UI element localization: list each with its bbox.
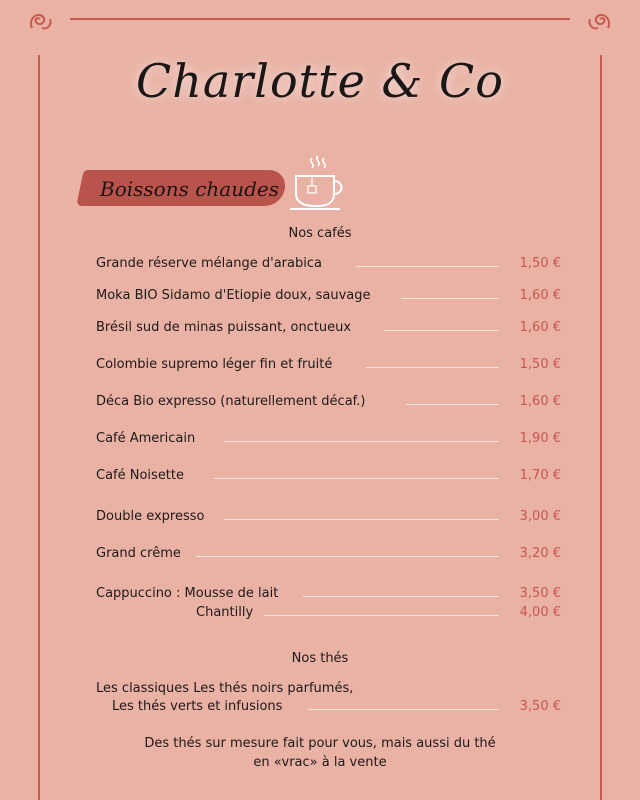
leader-line (264, 615, 499, 616)
leader-line (308, 709, 499, 710)
flourish-icon (584, 6, 614, 36)
item-price: 1,60 € (519, 288, 561, 303)
item-price: 3,00 € (519, 509, 561, 524)
coffee-cup-icon (288, 154, 350, 212)
leader-line (356, 266, 499, 267)
item-price: 1,70 € (519, 468, 561, 483)
item-name: Brésil sud de minas puissant, onctueux (96, 320, 352, 335)
leader-line (224, 441, 499, 442)
item-price: 1,50 € (519, 256, 561, 271)
tea-line-1: Les classiques Les thés noirs parfumés, (96, 681, 354, 696)
menu-item (96, 288, 561, 308)
thes-heading: Nos thés (291, 651, 349, 666)
menu-item (96, 468, 561, 488)
item-price: 3,50 € (519, 586, 561, 601)
menu-item (96, 394, 561, 414)
frame-left-line (38, 55, 40, 800)
item-name: Café Noisette (96, 468, 185, 483)
cafes-heading: Nos cafés (288, 226, 352, 241)
leader-line (384, 330, 499, 331)
item-name: Grande réserve mélange d'arabica (96, 256, 322, 271)
item-name: Cappuccino : Mousse de lait (96, 586, 279, 601)
item-name: Chantilly (196, 605, 254, 620)
item-name: Les thés verts et infusions (112, 699, 283, 714)
menu-item (96, 320, 561, 340)
frame-right-line (600, 55, 602, 800)
item-name: Déca Bio expresso (naturellement décaf.) (96, 394, 366, 409)
item-name: Moka BIO Sidamo d'Etiopie doux, sauvage (96, 288, 371, 303)
item-price: 1,60 € (519, 394, 561, 409)
menu-item (96, 546, 561, 566)
item-price: 3,50 € (519, 699, 561, 714)
menu-item (96, 605, 561, 625)
leader-line (224, 519, 499, 520)
leader-line (401, 298, 499, 299)
section-banner (80, 166, 295, 210)
item-name: Café Americain (96, 431, 196, 446)
flourish-icon (26, 6, 56, 36)
brand-title: Charlotte & Co (136, 54, 504, 108)
menu-item (96, 699, 561, 719)
footer-line-2: en «vrac» à la vente (253, 755, 387, 770)
item-price: 1,90 € (519, 431, 561, 446)
item-price: 1,50 € (519, 357, 561, 372)
leader-line (214, 478, 499, 479)
item-name: Grand crême (96, 546, 181, 561)
item-price: 1,60 € (519, 320, 561, 335)
menu-item (96, 357, 561, 377)
item-name: Colombie supremo léger fin et fruité (96, 357, 333, 372)
leader-line (406, 404, 499, 405)
item-price: 4,00 € (519, 605, 561, 620)
menu-item (96, 509, 561, 529)
item-name: Double expresso (96, 509, 205, 524)
item-price: 3,20 € (519, 546, 561, 561)
frame-top-line (70, 18, 570, 20)
footer-line-1: Des thés sur mesure fait pour vous, mais aussi du thé (144, 736, 496, 751)
leader-line (366, 367, 499, 368)
menu-item (96, 256, 561, 276)
menu-item (96, 431, 561, 451)
leader-line (196, 556, 499, 557)
leader-line (303, 596, 499, 597)
menu-item (96, 586, 561, 606)
section-title: Boissons chaudes (100, 177, 279, 201)
